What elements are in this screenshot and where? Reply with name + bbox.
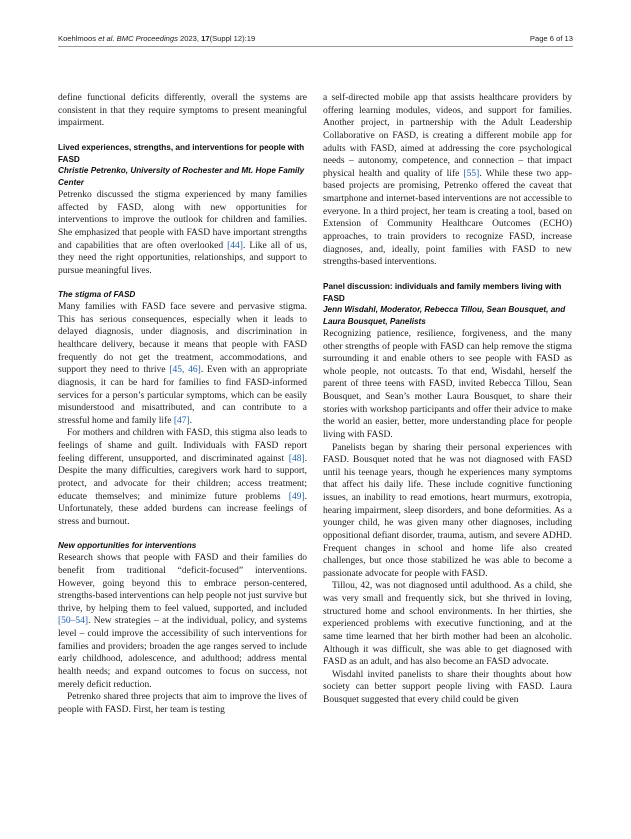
body-paragraph: Many families with FASD face severe and pervasive stigma. This has serious consequences, especially when it leads to delayed diagnosis, under diagnosis, and discrimination in healthcare delivery, because it means that people with FASD frequently do not get the treatment, accommodations, and support they need to thrive [45, 46]. Even with an appropriate diagnosis, it can be hard for families to find FASD-informed services for a person’s particular symptoms, which can be easily misunderstood and misattributed, and can contribute to a stressful home and family life [47]. bbox=[58, 302, 307, 426]
section-heading-panel-discussion: Panel discussion: individuals and family members living with FASD bbox=[323, 281, 562, 303]
right-column bbox=[323, 92, 572, 707]
body-paragraph: Research shows that people with FASD and their families do benefit from traditional “deficit-focused” interventions. However, going beyond this to embrace person-centered, strengths-based interventions can help people not just survive but thrive, by helping them to feel valued, supported, and included [50–54]. New strategies – at the individual, policy, and systems level – could improve the accessibility of such interventions for families and providers; broaden the age ranges served to include early childhood, adolescence, and adulthood; address mental health needs; and expand outcomes to focus on success, not merely deficit reduction. bbox=[58, 553, 307, 690]
subheading-stigma: The stigma of FASD bbox=[58, 290, 136, 300]
section-authors: Jenn Wisdahl, Moderator, Rebecca Tillou, Sean Bousquet, and Laura Bousquet, Panelists bbox=[323, 305, 566, 327]
body-paragraph: a self-directed mobile app that assists healthcare providers by offering learning modules, videos, and support for families. Another project, in partnership with the Adult Leadership Collaborative on FASD, is creating a different mobile app for adults with FASD, aimed at addressing the core psychological needs – autonomy, competence, and connection – that impact physical health and quality of life [55]. While these two app-based projects are promising, Petrenko offered the caveat that smartphone and internet-based interventions are not accessible to everyone. In a third project, her team is creating a tool, based on Extension of Community Healthcare Outcomes (ECHO) approaches, to train providers to recognize FASD, increase diagnoses, and, ideally, point families with FASD to new strengths-based interventions. bbox=[323, 93, 572, 268]
citation-link[interactable]: [50–54] bbox=[58, 616, 89, 627]
citation-year: 2023, bbox=[177, 34, 202, 43]
subheading-interventions: New opportunities for interventions bbox=[58, 541, 197, 551]
page-number: Page 6 of 13 bbox=[529, 34, 573, 43]
citation-issue: (Suppl 12):19 bbox=[209, 34, 256, 43]
citation-authors: Koehlmoos bbox=[58, 34, 99, 43]
intro-paragraph: define functional deficits differently, overall the systems are consistent in that they require symptoms to present meaningful impairment. bbox=[58, 93, 307, 129]
citation-link[interactable]: [44] bbox=[227, 240, 243, 251]
citation-volume: 17 bbox=[201, 34, 210, 43]
body-paragraph: Petrenko discussed the stigma experienced by many families affected by FASD, along with new opportunities for interventions to improve the outlook for children and families. She emphasized that people with FASD have important strengths and capabilities that are often overlooked [44]. Like all of us, they need the right opportunities, relationships, and support to pursue meaningful lives. bbox=[58, 190, 307, 276]
section-heading-lived-experiences: Lived experiences, strengths, and interventions for people with FASD bbox=[58, 142, 305, 164]
section-author: Christie Petrenko, University of Rochester and Mt. Hope Family Center bbox=[58, 166, 305, 188]
running-header-citation bbox=[58, 34, 255, 43]
body-paragraph: For mothers and children with FASD, this stigma also leads to feelings of shame and guilt. Individuals with FASD report feeling different, unsupported, and discriminated against [48]. Despite the many difficulties, caregivers work hard to support, protect, and advocate for their children; access treatment; educate themselves; and minimize future problems [49]. Unfortunately, these added burdens can increase feelings of stress and burnout. bbox=[58, 428, 307, 527]
header-divider bbox=[58, 46, 573, 47]
left-column bbox=[58, 92, 307, 716]
citation-link[interactable]: [45, 46] bbox=[169, 365, 201, 376]
citation-link[interactable]: [49] bbox=[288, 491, 305, 502]
body-paragraph: Wisdahl invited panelists to share their thoughts about how society can better support people living with FASD. Laura Bousquet suggested that every child could be given bbox=[323, 669, 572, 706]
citation-link[interactable]: [55] bbox=[463, 168, 480, 179]
citation-journal: et al. BMC Proceedings bbox=[98, 34, 178, 43]
citation-link[interactable]: [48] bbox=[288, 453, 305, 464]
body-paragraph: Recognizing patience, resilience, forgiveness, and the many other strengths of people with FASD can help remove the stigma surrounding it and enable others to see people with FASD as whole people, not outcasts. To that end, Wisdahl, herself the parent of three teens with FASD, invited Rebecca Tillou, Sean Bousquet, and Sean’s mother Laura Bousquet, to share their stories with workshop participants and offer their advice to make the world an easier, better, more understanding place for people living with FASD. bbox=[323, 328, 572, 440]
body-paragraph: Tillou, 42, was not diagnosed until adulthood. As a child, she was very small and frequently sick, but she thrived in loving, structured home and school environments. In her thirties, she experienced problems with executive functioning, and at the same time learned that her birth mother had been an alcoholic. Although it was difficult, she was able to get diagnosed with FASD as an adult, and has also become an FASD advocate. bbox=[323, 581, 572, 668]
body-paragraph: Petrenko shared three projects that aim to improve the lives of people with FASD. First, her team is testing bbox=[58, 692, 307, 715]
body-paragraph: Panelists began by sharing their personal experiences with FASD. Bousquet noted that he was not diagnosed with FASD until his teenage years, though he experiences many symptoms that affect his daily life. These include cognitive functioning issues, an inability to read emotions, heart murmurs, exotropia, hearing impairment, sleep disorders, and bone deformities. As a younger child, he was given many other diagnoses, including oppositional defiant disorder, trauma, autism, and severe ADHD. Frequent changes in school and home life also created challenges, but once those stabilized he was able to become a passionate advocate for people with FASD. bbox=[323, 442, 572, 579]
citation-link[interactable]: [47] bbox=[173, 415, 190, 426]
